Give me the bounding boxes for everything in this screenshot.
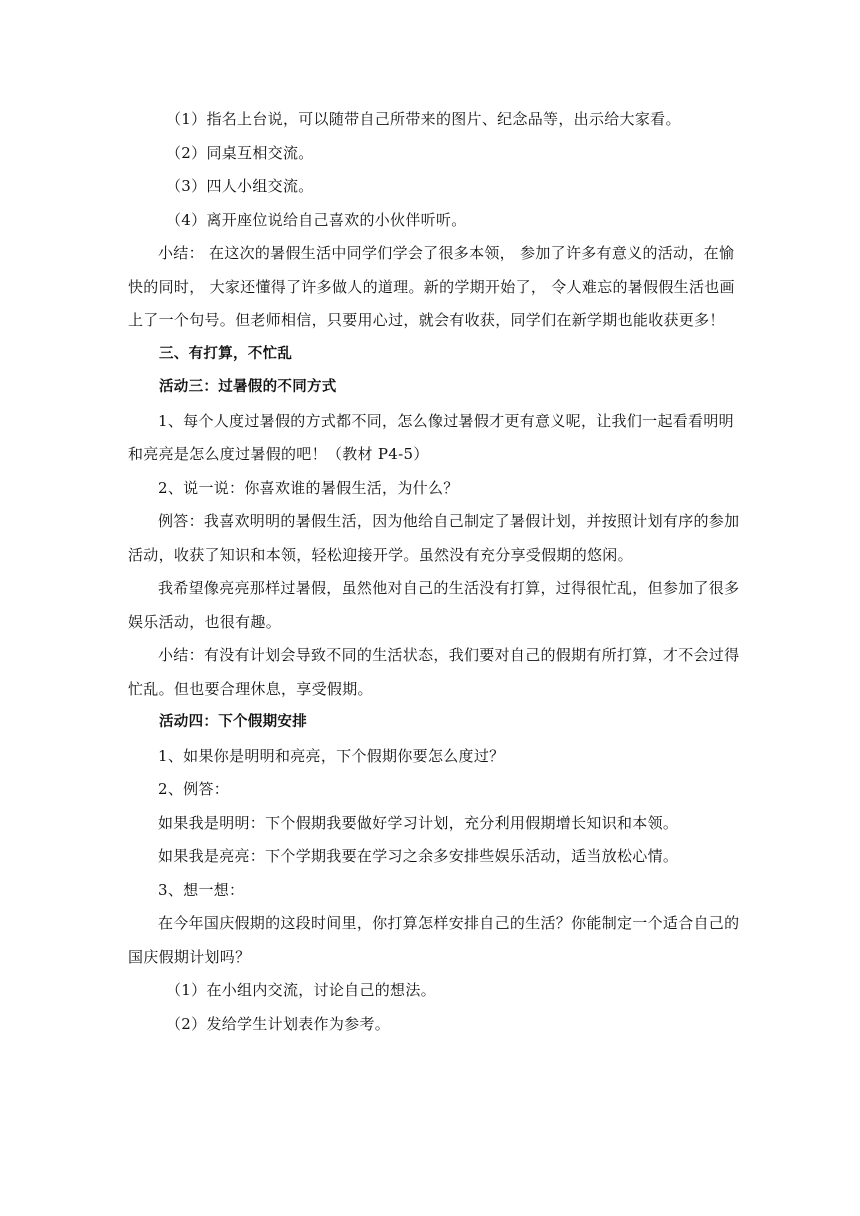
activity-4-step-1: 1、如果你是明明和亮亮，下个假期你要怎么度过？ [158,746,505,765]
discussion-item-1: （1）在小组内交流，讨论自己的想法。 [166,981,436,999]
example-liangliang: 如果我是亮亮：下个学期我要在学习之余多安排些娱乐活动，适当放松心情。 [158,847,679,865]
section-heading-3: 三、有打算，不忙乱 [159,345,293,362]
list-item-4: （4）离开座位说给自己喜欢的小伙伴听听。 [166,210,467,229]
activity-4-step-2: 2、例答： [158,780,230,798]
discussion-item-2: （2）发给学生计划表作为参考。 [166,1014,391,1033]
document-body [128,103,740,1041]
summary-paragraph-1: 小结： 在这次的暑假生活中同学们学会了很多本领， 参加了许多有意义的活动，在愉快的同时， 大家还懂得了许多做人的道理。新的学期开始了， 令人难忘的暑假假生活也画上了一个句号。但老师相信，只要用心过，就会有收获，同学们在新学期也能收获更多！ [128,244,735,329]
activity-4-step-3: 3、想一想： [158,880,245,899]
summary-paragraph-2: 小结：有没有计划会导致不同的生活状态，我们要对自己的假期有所打算，才不会过得忙乱。但也要合理休息，享受假期。 [128,646,740,698]
activity-heading-4: 活动四：下个假期安排 [159,714,307,730]
activity-3-step-2: 2、说一说：你喜欢谁的暑假生活，为什么？ [158,478,459,497]
activity-3-step-1: 1、每个人度过暑假的方式都不同，怎么像过暑假才更有意义呢，让我们一起看看明明和亮亮是怎么度过暑假的吧！（教材 P4-5） [128,411,734,463]
example-mingming: 如果我是明明：下个假期我要做好学习计划，充分利用假期增长知识和本领。 [158,813,679,832]
list-item-2: （2）同桌互相交流。 [166,143,314,162]
example-answer-1: 例答：我喜欢明明的暑假生活，因为他给自己制定了暑假计划，并按照计划有序的参加活动，收获了知识和本领，轻松迎接开学。虽然没有充分享受假期的悠闲。 [128,512,740,564]
activity-heading-3: 活动三：过暑假的不同方式 [159,379,337,395]
national-day-question: 在今年国庆假期的这段时间里，你打算怎样安排自己的生活？你能制定一个适合自己的国庆假期计划吗？ [128,914,740,966]
example-answer-2: 我希望像亮亮那样过暑假，虽然他对自己的生活没有打算，过得很忙乱，但参加了很多娱乐活动，也很有趣。 [128,579,740,631]
list-item-1: （1）指名上台说，可以随带自己所带来的图片、纪念品等，出示给大家看。 [166,110,681,128]
list-item-3: （3）四人小组交流。 [166,177,314,195]
